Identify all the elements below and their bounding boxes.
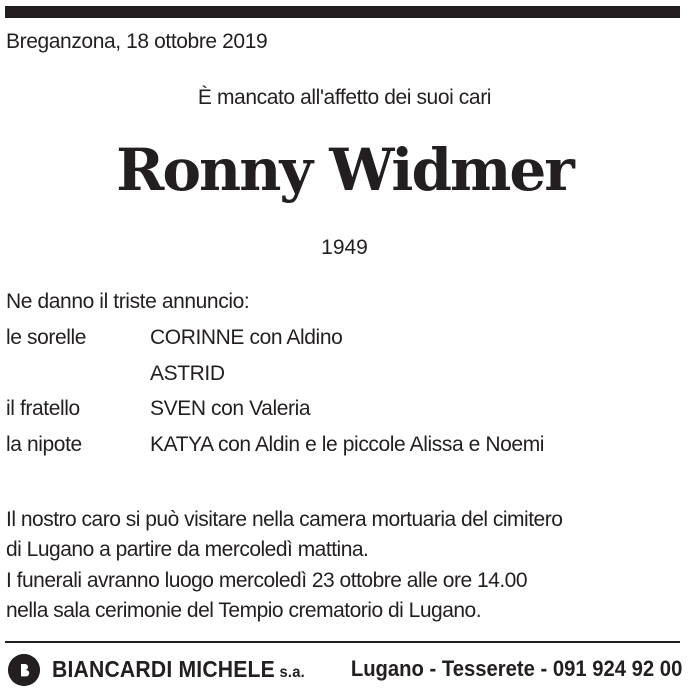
visit-notice [6,505,562,565]
visit-notice-line: di Lugano a partire da mercoledì mattina. [6,538,369,561]
visit-notice-line: Il nostro caro si può visitare nella camera mortuaria del cimitero [6,508,563,531]
intro-text: È mancato all'affetto dei suoi cari [197,86,492,109]
deceased-name: Ronny Widmer [116,136,573,204]
relative-names: ASTRID [150,362,225,385]
relative-names: SVEN con Valeria [150,397,311,420]
birth-year: 1949 [321,236,368,259]
place-date: Breganzona, 18 ottobre 2019 [6,30,268,53]
funeral-notice-line: I funerali avranno luogo mercoledì 23 ottobre alle ore 14.00 [6,569,528,592]
firm-contact: Lugano - Tesserete - 091 924 92 00 [350,656,682,681]
bottom-rule [5,641,680,643]
relative-label: la nipote [6,433,82,456]
top-rule [5,6,680,18]
relative-label: il fratello [6,397,80,420]
announcement-lead: Ne danno il triste annuncio: [6,290,250,313]
firm-suffix: s.a. [279,664,305,681]
funeral-home-footer [6,650,682,688]
relative-label: le sorelle [6,326,87,349]
relative-names: CORINNE con Aldino [150,326,343,349]
firm-name [52,656,305,683]
funeral-notice-line: nella sala cerimonie del Tempio crematorio di Lugano. [6,599,482,622]
biancardi-logo-icon [8,654,40,686]
firm-name-text: BIANCARDI MICHELE [52,656,275,682]
funeral-notice [6,566,527,626]
relative-names: KATYA con Aldin e le piccole Alissa e Noemi [150,433,545,456]
